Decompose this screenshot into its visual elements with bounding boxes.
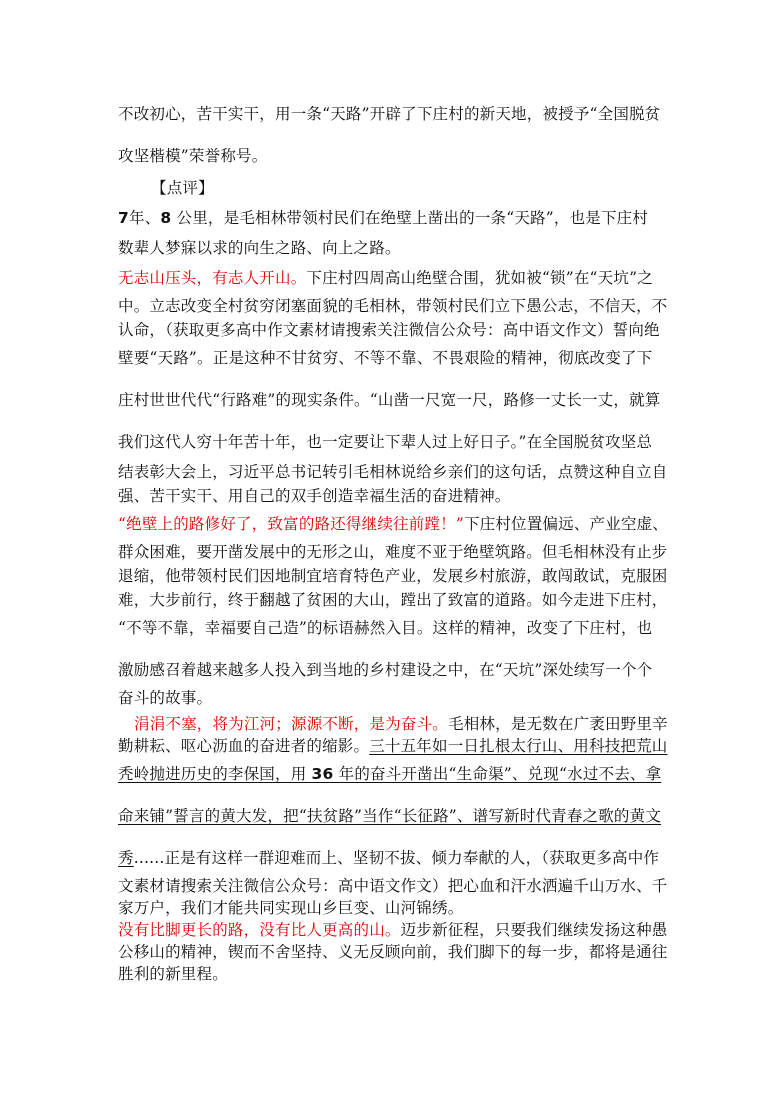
paragraph-2-red-lead: 无志山压头，有志人开山。	[118, 269, 307, 287]
p2-line1-rest: 下庄村四周高山绝壁合围，犹如被“锁”在“天坑”之	[306, 269, 653, 287]
p5-line1-rest: 迈步新征程，只要我们继续发扬这种愚	[400, 921, 668, 939]
paragraph-3-line-7: 奋斗的故事。	[118, 689, 213, 707]
comment-heading: 【点评】	[151, 179, 214, 197]
p3-line1-rest: 下庄村位置偏远、产业空虚、	[463, 515, 669, 533]
p4-line5-rest: ......正是有这样一群迎难而上、坚韧不拔、倾力奉献的人，（获取更多高中作	[133, 849, 660, 867]
p4-line3-b: 年的奋斗开凿出“生命渠”、兑现“水过不去、拿	[333, 765, 662, 783]
paragraph-2-line-6: 我们这代人穷十年苦十年，也一定要让下辈人过上好日子。”在全国脱贫攻坚总	[118, 433, 653, 451]
paragraph-2-line-5: 庄村世世代代“行路难”的现实条件。“山凿一尺宽一尺，路修一丈长一丈，就算	[118, 391, 661, 409]
paragraph-2-line-8: 强、苦干实干、用自己的双手创造幸福生活的奋进精神。	[118, 487, 511, 505]
p1-text-b: 公里，是毛相林带领村民们在绝壁上凿出的一条“天路”，也是下庄村	[171, 209, 649, 227]
p1-text-a: 年、	[129, 209, 161, 227]
number-eight: 8	[160, 209, 172, 227]
p4-line2-plain: 勤耕耘、呕心沥血的奋进者的缩影。	[118, 737, 370, 755]
paragraph-3-line-5: “不等不靠，幸福要自己造”的标语赫然入目。这样的精神，改变了下庄村，也	[118, 619, 653, 637]
paragraph-2-line-3: 认命，（获取更多高中作文素材请搜索关注微信公众号：高中语文作文）誓向绝	[118, 321, 660, 339]
p4-line5-underlined: 秀	[118, 849, 134, 867]
paragraph-1-line-1	[118, 208, 663, 228]
paragraph-1-line-2: 数辈人梦寐以求的向生之路、向上之路。	[118, 239, 401, 257]
paragraph-3-red-lead: “绝壁上的路修好了，致富的路还得继续往前蹚！”	[118, 515, 464, 533]
number-thirty-six: 36	[311, 765, 334, 783]
paragraph-4-line-7: 家万户，我们才能共同实现山乡巨变、山河锦绣。	[118, 899, 464, 917]
paragraph-5-red-lead: 没有比脚更长的路，没有比人更高的山。	[118, 921, 401, 939]
paragraph-4-line-6: 文素材请搜索关注微信公众号：高中语文作文）把心血和汗水洒遍千山万水、千	[118, 877, 668, 895]
paragraph-4-line-2	[118, 736, 668, 756]
p4-underlined-text: 三十五年如一日扎根太行山、用科技把荒山	[369, 737, 668, 755]
paragraph-2-line-4: 壁要“天路”。正是这种不甘贫穷、不等不靠、不畏艰险的精神，彻底改变了下	[118, 349, 653, 367]
paragraph-4-line-1	[134, 714, 679, 734]
paragraph-3-line-6: 激励感召着越来越多人投入到当地的乡村建设之中，在“天坑”深处续写一个个	[118, 661, 653, 679]
paragraph-5-line-1	[118, 920, 668, 940]
paragraph-2-line-7: 结表彰大会上，习近平总书记转引毛相林说给乡亲们的这句话，点赞这种自立自	[118, 463, 668, 481]
paragraph-5-line-2: 公移山的精神，锲而不舍坚持、义无反顾向前，我们脚下的每一步，都将是通往	[118, 943, 668, 961]
number-seven: 7	[118, 209, 129, 227]
p4-line1-rest: 毛相林，是无数在广袤田野里辛	[448, 715, 668, 733]
paragraph-2-line-1	[118, 268, 663, 288]
paragraph-3-line-2: 群众困难，要开凿发展中的无形之山，难度不亚于绝壁筑路。但毛相林没有止步	[118, 543, 668, 561]
paragraph-4-line-5	[118, 848, 663, 868]
paragraph-5-line-3: 胜利的新里程。	[118, 965, 228, 983]
p4-line3-a: 秃岭抛进历史的李保国，用	[118, 765, 312, 783]
intro-line-1: 不改初心，苦干实干，用一条“天路”开辟了下庄村的新天地，被授予“全国脱贫	[118, 105, 661, 123]
paragraph-4-line-4: 命来铺”誓言的黄大发，把“扶贫路”当作“长征路”、谱写新时代青春之歌的黄文	[118, 807, 662, 825]
intro-line-2: 攻坚楷模”荣誉称号。	[118, 147, 268, 165]
paragraph-3-line-3: 退缩，他带领村民们因地制宜培育特色产业，发展乡村旅游，敢闯敢试，克服困	[118, 567, 668, 585]
paragraph-2-line-2: 中。立志改变全村贫穷闭塞面貌的毛相林，带领村民们立下愚公志，不信天，不	[118, 297, 668, 315]
paragraph-4-line-3	[118, 764, 663, 784]
paragraph-4-red-lead: 涓涓不塞，将为江河；源源不断，是为奋斗。	[134, 715, 449, 733]
paragraph-3-line-4: 难，大步前行，终于翻越了贫困的大山，蹚出了致富的道路。如今走进下庄村，	[118, 591, 668, 609]
paragraph-3-line-1	[118, 514, 669, 534]
